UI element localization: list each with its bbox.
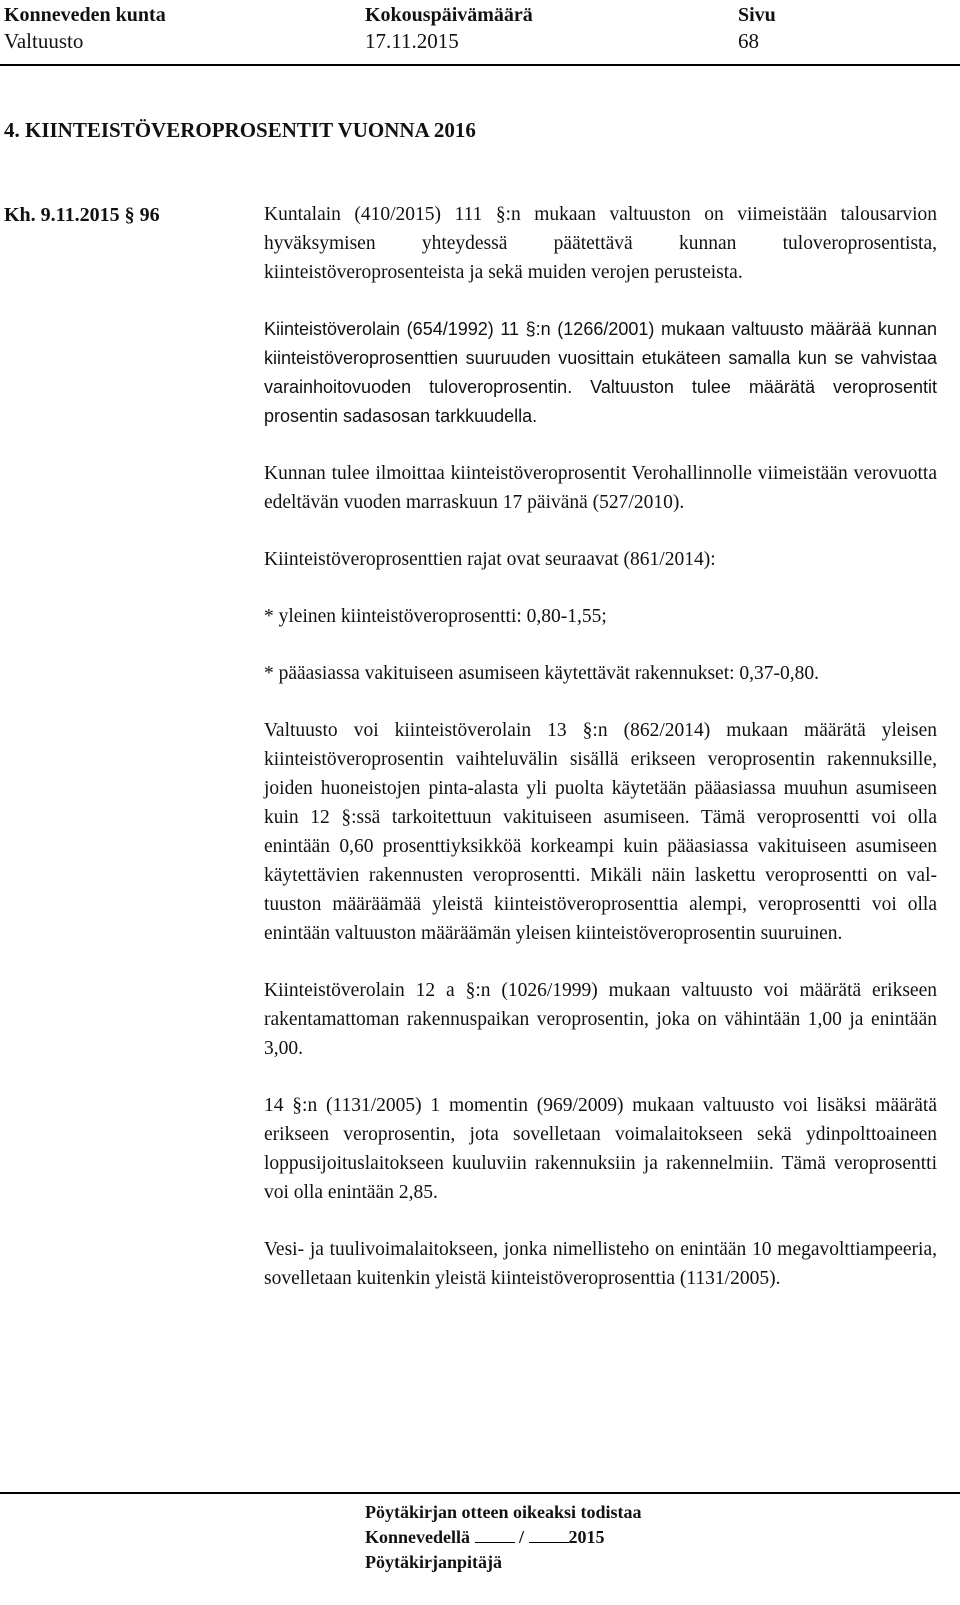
paragraph: Kiinteistöverolain (654/1992) 11 §:n (1266/2001) mukaan valtuusto määrää kunnan kiinteistöveroprosenttien suuruuden vuosittain etukäteen samalla kun se vahvistaa varainhoitovuoden tuloveroprosentin. Valtuuston tulee määrätä veroprosentit prosentin sadasosan tarkkuudella. bbox=[264, 319, 937, 426]
place-name: Konnevedellä bbox=[365, 1527, 471, 1547]
header-divider bbox=[0, 64, 960, 66]
paragraph: 14 §:n (1131/2005) 1 momentin (969/2009) mukaan valtuusto voi lisäksi määrätä erikseen veroprosentin, jota sovelletaan voimalaitokseen sekä ydinpolttoaineen loppusijoituslaitokseen kuuluviin rakennuksiin ja rakennelmiin. Tämä veroprosentti voi olla enintään 2,85. bbox=[264, 1095, 937, 1203]
certification-line: Pöytäkirjan otteen oikeaksi todistaa bbox=[365, 1502, 642, 1522]
paragraph: Kunnan tulee ilmoittaa kiinteistöveroprosentit Verohallinnolle viimeistään verovuotta edeltävän vuoden marraskuun 17 päivänä (527/2010). bbox=[264, 463, 937, 513]
date-separator: / bbox=[519, 1527, 525, 1547]
certification-footer bbox=[365, 1500, 642, 1575]
paragraph: Valtuusto voi kiinteistöverolain 13 §:n (862/2014) mukaan määrätä yleisen kiinteistöveroprosentin vaihteluvälin sisällä erikseen veroprosentin rakennuksille, joiden huoneistojen pinta-alasta yli puolta käytetään pääasiassa muuhun asumiseen kuin 12 §:ssä tarkoitettuun vakituiseen asumiseen. Tämä veroprosentti voi olla enintään 0,60 prosenttiyksikköä korkeampi kuin pääasiassa vakituiseen asumiseen käytettävien rakennusten veroprosentti. Mikäli näin laskettu veroprosentti on valtuuston määräämää yleistä kiinteistöveroprosenttia alempi, veroprosentti voi olla enintään valtuuston määräämän yleisen kiinteistöveroprosentin suuruinen. bbox=[264, 720, 937, 944]
paragraph: Kiinteistöveroprosenttien rajat ovat seuraavat (861/2014): bbox=[264, 549, 716, 570]
org-label: Konneveden kunta bbox=[4, 4, 166, 26]
org-value: Valtuusto bbox=[4, 29, 84, 53]
paragraph: Vesi- ja tuulivoimalaitokseen, jonka nimellisteho on enintään 10 megavolttiampeeria, sovelletaan kuitenkin yleistä kiinteistöveroprosenttia (1131/2005). bbox=[264, 1239, 937, 1289]
page-label: Sivu bbox=[738, 4, 776, 26]
certification-place-date bbox=[365, 1525, 642, 1550]
meeting-reference: Kh. 9.11.2015 § 96 bbox=[4, 204, 160, 226]
list-item: * yleinen kiinteistöveroprosentti: 0,80-1,55; bbox=[264, 606, 607, 627]
day-blank bbox=[475, 1526, 515, 1543]
page-value: 68 bbox=[738, 29, 759, 53]
header-organization bbox=[4, 2, 166, 54]
footer-divider bbox=[0, 1492, 960, 1494]
certification-year: 2015 bbox=[568, 1527, 605, 1547]
date-label: Kokouspäivämäärä bbox=[365, 4, 533, 26]
list-item: * pääasiassa vakituiseen asumiseen käytettävät rakennukset: 0,37-0,80. bbox=[264, 663, 820, 684]
date-value: 17.11.2015 bbox=[365, 29, 459, 53]
signatory-title: Pöytäkirjanpitäjä bbox=[365, 1552, 502, 1572]
header-page bbox=[738, 2, 776, 54]
section-title: 4. KIINTEISTÖVEROPROSENTIT VUONNA 2016 bbox=[4, 118, 476, 142]
document-body bbox=[264, 200, 937, 1321]
month-blank bbox=[529, 1526, 569, 1543]
paragraph: Kuntalain (410/2015) 111 §:n mukaan valtuuston on viimeistään talousarvion hyväksymisen yhteydessä päätettävä kunnan tuloveroprosentista, kiinteistöveroprosenteista ja sekä muiden verojen perusteista. bbox=[264, 204, 937, 283]
document-header bbox=[0, 0, 960, 66]
paragraph: Kiinteistöverolain 12 a §:n (1026/1999) mukaan valtuusto voi määrätä erikseen rakentamattoman rakennuspaikan veroprosentin, joka on vähintään 1,00 ja enintään 3,00. bbox=[264, 980, 937, 1059]
header-meeting-date bbox=[365, 2, 533, 54]
